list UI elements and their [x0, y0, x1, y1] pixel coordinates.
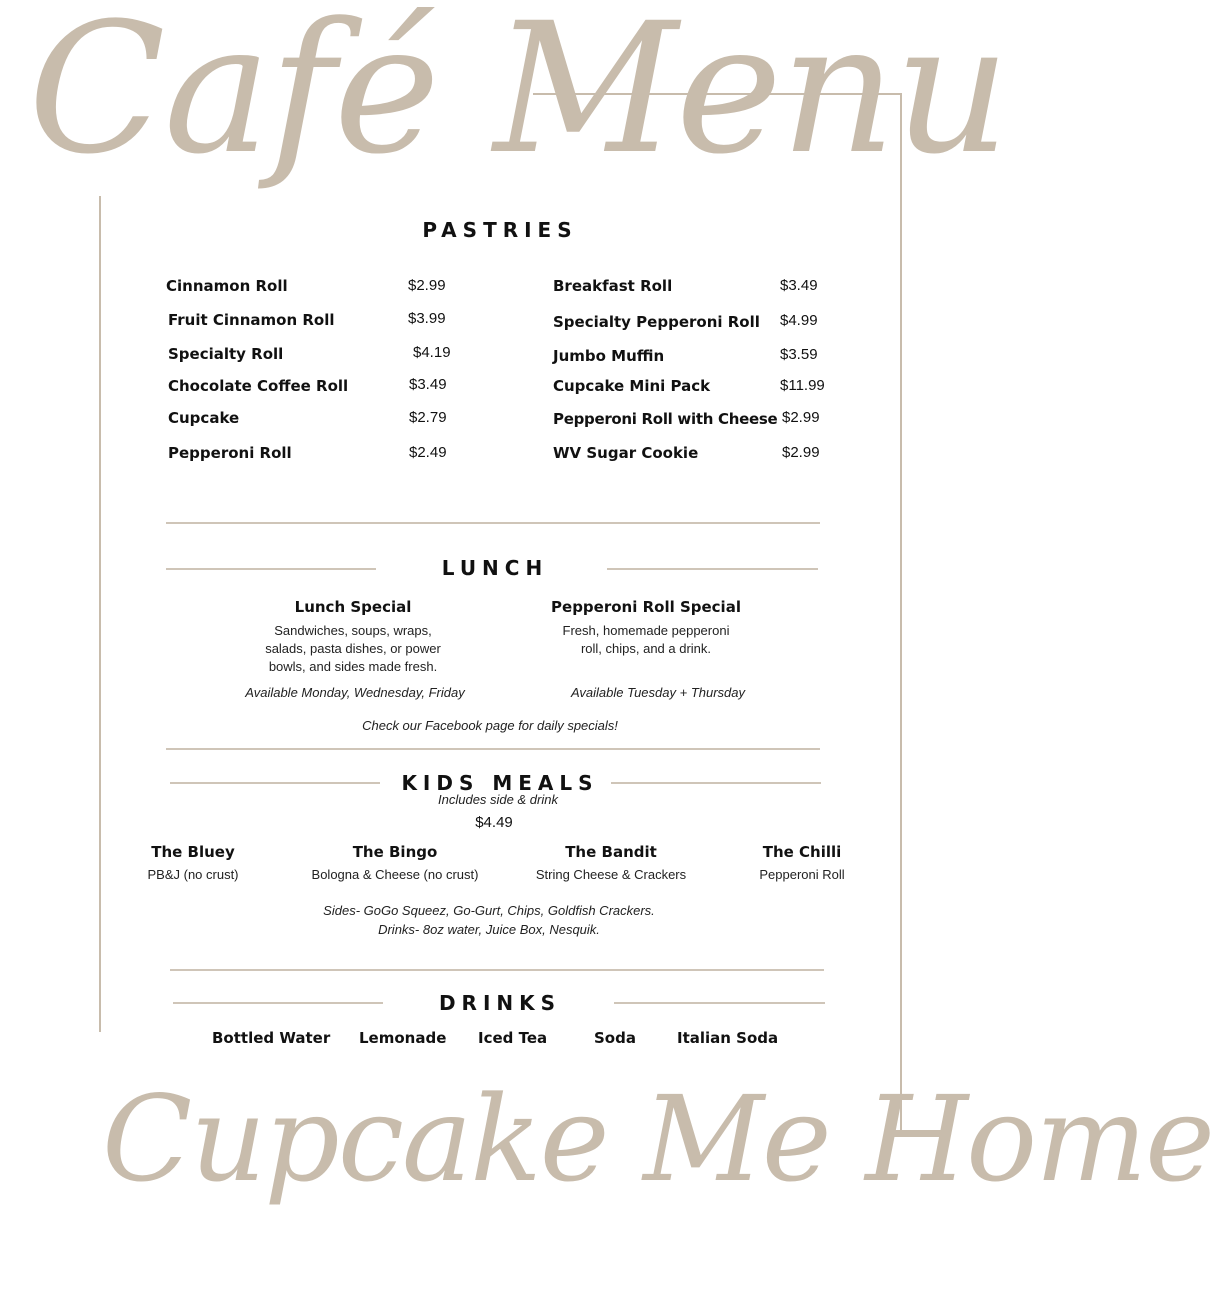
- pastry-name: Specialty Pepperoni Roll: [553, 313, 760, 331]
- pastry-name: WV Sugar Cookie: [553, 444, 699, 462]
- pastries-title: PASTRIES: [422, 218, 578, 242]
- pastry-price: $2.79: [409, 409, 447, 426]
- pastry-price: $2.99: [408, 277, 446, 294]
- drink-item: Iced Tea: [478, 1029, 548, 1047]
- divider: [166, 568, 376, 570]
- divider: [614, 1002, 825, 1004]
- pastry-name: Cinnamon Roll: [166, 277, 288, 295]
- kids-meal-name: The Bandit: [565, 843, 657, 861]
- pastry-name: Pepperoni Roll: [168, 444, 292, 462]
- brand-signature: Cupcake Me Home: [102, 1070, 1213, 1208]
- pepperoni-special-desc: Fresh, homemade pepperoni: [562, 623, 730, 638]
- pastry-price: $3.99: [408, 310, 446, 327]
- drink-item: Italian Soda: [677, 1029, 779, 1047]
- kids-meal-desc: PB&J (no crust): [147, 867, 239, 882]
- divider: [173, 1002, 383, 1004]
- pastry-name: Chocolate Coffee Roll: [168, 377, 349, 395]
- kids-meal-name: The Chilli: [762, 843, 842, 861]
- kids-price: $4.49: [475, 814, 513, 831]
- pastry-price: $3.59: [780, 346, 818, 363]
- pastry-name: Cupcake: [168, 409, 240, 427]
- pepperoni-special-name: Pepperoni Roll Special: [551, 598, 741, 616]
- lunch-title: LUNCH: [441, 556, 549, 580]
- pastry-price: $2.99: [782, 444, 820, 461]
- pastry-price: $3.49: [409, 376, 447, 393]
- pastry-name: Specialty Roll: [168, 345, 284, 363]
- pastry-name: Cupcake Mini Pack: [553, 377, 711, 395]
- frame-right-line: [900, 93, 902, 1133]
- divider: [611, 782, 821, 784]
- lunch-special-desc: Sandwiches, soups, wraps,: [274, 623, 432, 638]
- divider: [170, 969, 824, 971]
- pastry-name: Breakfast Roll: [553, 277, 673, 295]
- kids-meal-desc: Pepperoni Roll: [759, 867, 845, 882]
- kids-meal-name: The Bluey: [151, 843, 235, 861]
- facebook-note: Check our Facebook page for daily specials!: [362, 718, 618, 733]
- kids-subtitle: Includes side & drink: [438, 792, 558, 807]
- lunch-special-desc: salads, pasta dishes, or power: [265, 641, 441, 656]
- drink-item: Lemonade: [359, 1029, 447, 1047]
- divider: [607, 568, 818, 570]
- pastry-name: Pepperoni Roll with Cheese: [553, 410, 778, 428]
- divider: [166, 748, 820, 750]
- menu-title: Café Menu: [28, 0, 1009, 194]
- pastry-price: $11.99: [780, 377, 825, 394]
- divider: [170, 782, 380, 784]
- lunch-special-desc: bowls, and sides made fresh.: [268, 659, 438, 674]
- pastry-price: $2.49: [409, 444, 447, 461]
- pastry-price: $2.99: [782, 409, 820, 426]
- pastry-name: Jumbo Muffin: [553, 347, 665, 365]
- pastry-name: Fruit Cinnamon Roll: [168, 311, 335, 329]
- pastry-price: $4.19: [413, 344, 451, 361]
- divider: [166, 522, 820, 524]
- lunch-special-availability: Available Monday, Wednesday, Friday: [245, 685, 465, 700]
- frame-left-line: [99, 196, 101, 1032]
- drinks-title: DRINKS: [438, 991, 562, 1015]
- kids-sides: Sides- GoGo Squeez, Go-Gurt, Chips, Goldfish Crackers.: [323, 903, 655, 918]
- kids-drinks: Drinks- 8oz water, Juice Box, Nesquik.: [378, 922, 600, 937]
- pepperoni-special-desc: roll, chips, and a drink.: [580, 641, 712, 656]
- drink-item: Bottled Water: [212, 1029, 331, 1047]
- kids-meal-desc: String Cheese & Crackers: [535, 867, 687, 882]
- lunch-special-name: Lunch Special: [294, 598, 412, 616]
- pastry-price: $3.49: [780, 277, 818, 294]
- pastry-price: $4.99: [780, 312, 818, 329]
- drink-item: Soda: [594, 1029, 636, 1047]
- kids-title: KIDS MEALS: [401, 771, 599, 795]
- kids-meal-name: The Bingo: [352, 843, 438, 861]
- pepperoni-special-availability: Available Tuesday + Thursday: [570, 685, 746, 700]
- kids-meal-desc: Bologna & Cheese (no crust): [311, 867, 479, 882]
